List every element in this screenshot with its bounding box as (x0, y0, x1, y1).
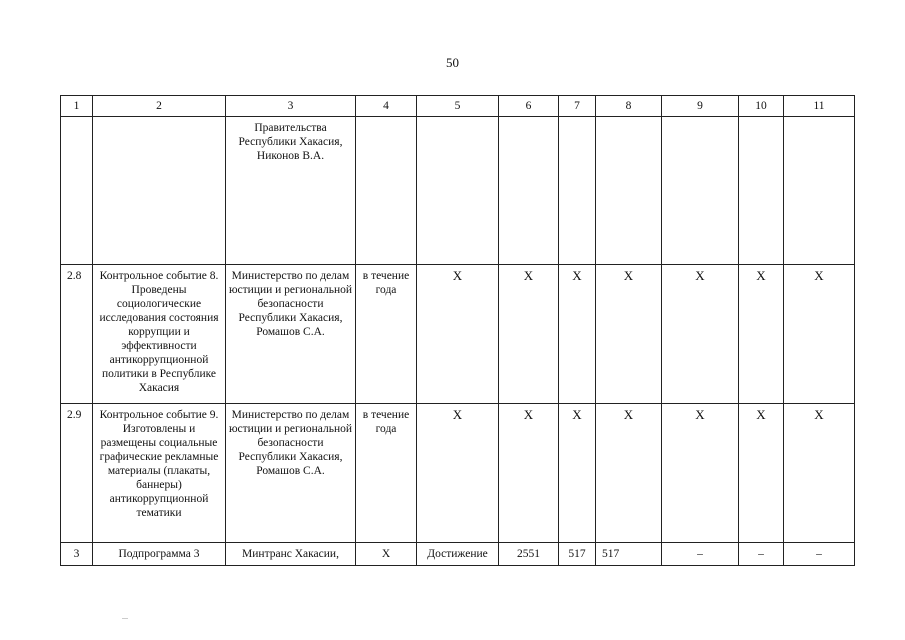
table-row (61, 543, 855, 566)
value-cell: 517 (559, 543, 596, 566)
term-cell: X (356, 543, 417, 566)
header-cell: 8 (596, 96, 662, 117)
page-number: 50 (446, 55, 459, 70)
header-cell: 9 (662, 96, 739, 117)
value-cell: – (662, 543, 739, 566)
term-cell: в течение года (356, 404, 417, 543)
scan-speck (122, 618, 128, 619)
header-cell: 6 (499, 96, 559, 117)
table-header-row (61, 96, 855, 117)
value-cell: X (739, 265, 784, 404)
value-cell: – (784, 543, 855, 566)
value-cell (417, 117, 499, 265)
term-cell (356, 117, 417, 265)
value-cell: X (596, 265, 662, 404)
value-cell: X (499, 265, 559, 404)
value-cell (739, 117, 784, 265)
value-cell (499, 117, 559, 265)
value-cell (559, 117, 596, 265)
value-cell (784, 117, 855, 265)
value-cell: X (559, 265, 596, 404)
executor-cell: Правительства Республики Хакасия, Никонов В.А. (226, 117, 356, 265)
header-cell: 11 (784, 96, 855, 117)
value-cell: X (784, 265, 855, 404)
header-cell: 3 (226, 96, 356, 117)
value-cell: Достижение (417, 543, 499, 566)
header-cell: 5 (417, 96, 499, 117)
value-cell (662, 117, 739, 265)
value-cell: X (559, 404, 596, 543)
row-number: 2.8 (61, 265, 93, 404)
value-cell: 517 (596, 543, 662, 566)
value-cell: X (739, 404, 784, 543)
table-row (61, 117, 855, 265)
row-number: 3 (61, 543, 93, 566)
value-cell: X (662, 404, 739, 543)
executor-cell: Министерство по делам юстиции и региональной безопасности Республики Хакасия, Ромашов С.А. (226, 265, 356, 404)
header-cell: 1 (61, 96, 93, 117)
event-cell (93, 117, 226, 265)
event-cell: Контрольное событие 9. Изготовлены и размещены социальные графические рекламные материалы (плакаты, баннеры) антикоррупционной тематики (93, 404, 226, 543)
value-cell: X (417, 265, 499, 404)
table-row (61, 265, 855, 404)
value-cell: X (417, 404, 499, 543)
header-cell: 4 (356, 96, 417, 117)
event-cell: Подпрограмма 3 (93, 543, 226, 566)
row-number: 2.9 (61, 404, 93, 543)
value-cell: X (499, 404, 559, 543)
event-cell: Контрольное событие 8. Проведены социологические исследования состояния коррупции и эффективности антикоррупционной политики в Республике Хакасия (93, 265, 226, 404)
value-cell: X (662, 265, 739, 404)
value-cell (596, 117, 662, 265)
value-cell: 2551 (499, 543, 559, 566)
header-cell: 10 (739, 96, 784, 117)
header-cell: 7 (559, 96, 596, 117)
executor-cell: Министерство по делам юстиции и региональной безопасности Республики Хакасия, Ромашов С.А. (226, 404, 356, 543)
program-table (60, 95, 855, 566)
header-cell: 2 (93, 96, 226, 117)
table-row (61, 404, 855, 543)
executor-cell: Минтранс Хакасии, (226, 543, 356, 566)
value-cell: X (784, 404, 855, 543)
value-cell: X (596, 404, 662, 543)
row-number (61, 117, 93, 265)
term-cell: в течение года (356, 265, 417, 404)
value-cell: – (739, 543, 784, 566)
